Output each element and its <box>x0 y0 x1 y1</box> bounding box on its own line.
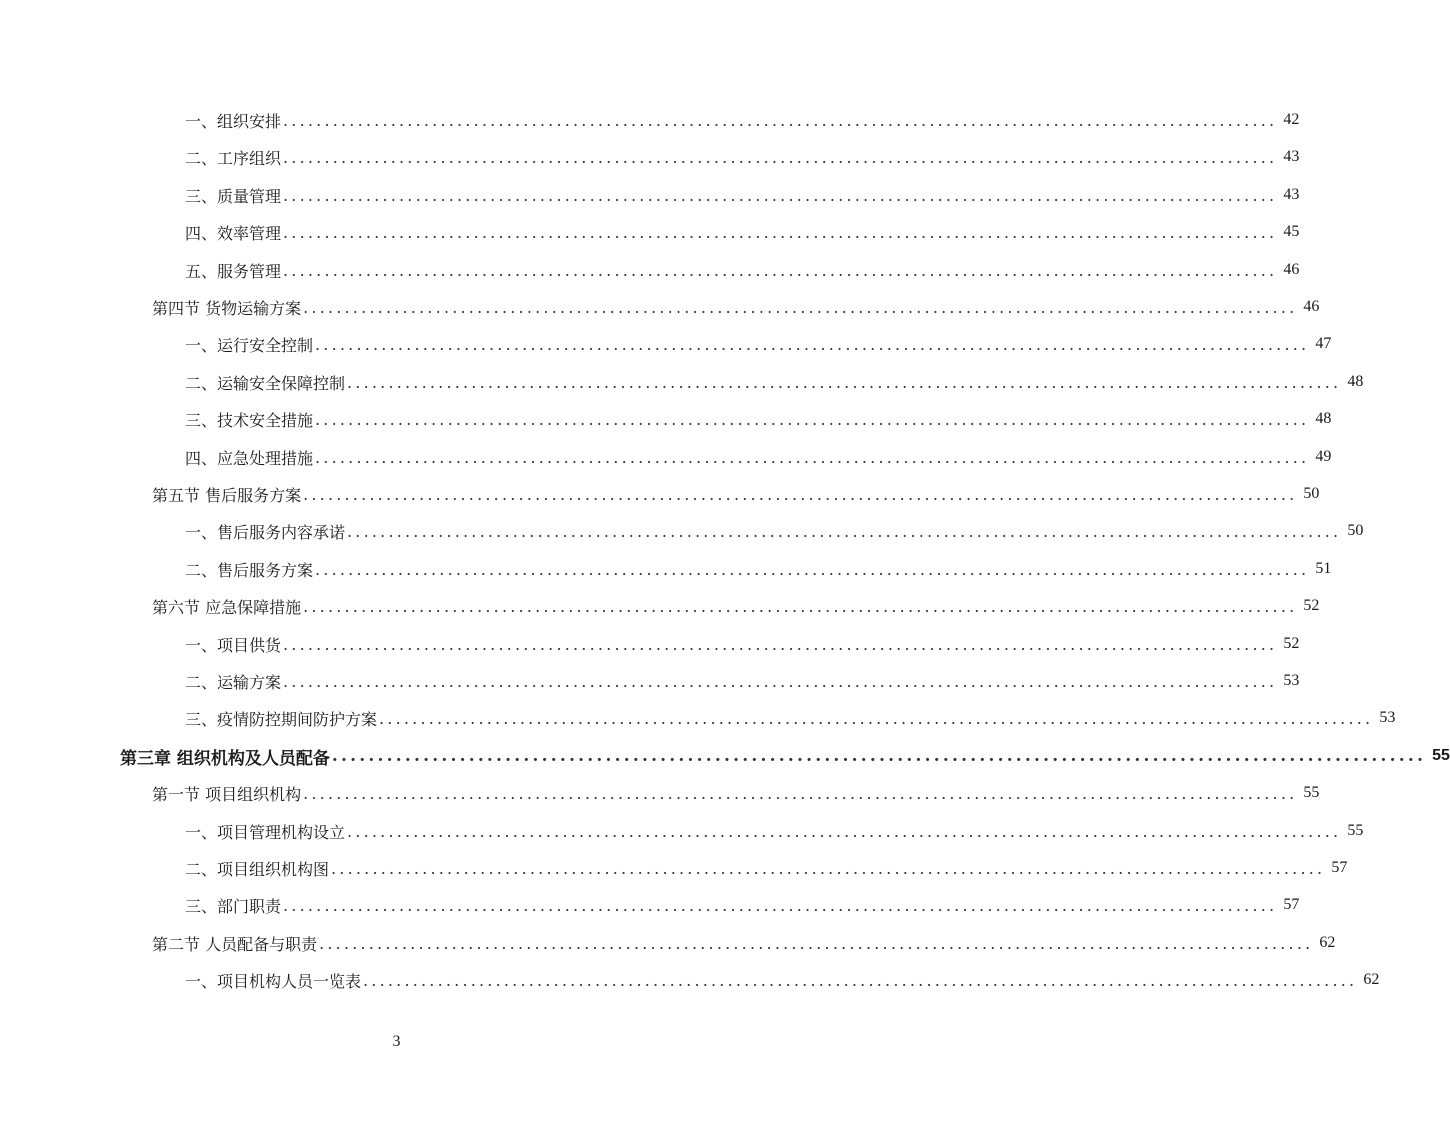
toc-leader-dots: ........................................................................................................................ <box>379 708 1374 728</box>
toc-entry-page: 55 <box>1432 747 1450 764</box>
toc-leader-dots: ........................................................................................................................ <box>347 372 1342 392</box>
toc-leader-dots: ........................................................................................................................ <box>315 334 1310 354</box>
toc-leader-dots: ........................................................................................................................ <box>303 783 1298 803</box>
toc-entry[interactable] <box>185 405 1332 433</box>
page-number: 3 <box>392 1033 401 1050</box>
toc-entry-page: 48 <box>1315 410 1332 427</box>
toc-leader-dots: ........................................................................................................................ <box>319 933 1314 953</box>
toc-leader-dots: ........................................................................................................................ <box>303 484 1298 504</box>
toc-entry-title: 一、售后服务内容承诺 <box>185 522 346 542</box>
toc-entry-title: 三、技术安全措施 <box>185 410 314 430</box>
toc-entry-page: 55 <box>1347 822 1364 839</box>
toc-entry-title: 三、疫情防控期间防护方案 <box>185 709 378 729</box>
toc-entry-page: 52 <box>1283 635 1300 652</box>
toc-entry[interactable] <box>152 779 1320 807</box>
toc-entry-page: 55 <box>1303 784 1320 801</box>
toc-entry-page: 50 <box>1347 522 1364 539</box>
toc-entry-title: 三、部门职责 <box>185 896 282 916</box>
toc-entry-title: 二、项目组织机构图 <box>185 859 330 879</box>
toc-entry[interactable] <box>185 368 1364 396</box>
toc-leader-dots: ........................................................................................................................ <box>283 147 1278 167</box>
toc-entry-page: 46 <box>1303 298 1320 315</box>
toc-leader-dots: ........................................................................................................................ <box>303 297 1298 317</box>
toc-leader-dots: ........................................................................................................................ <box>315 409 1310 429</box>
toc-entry-page: 46 <box>1283 261 1300 278</box>
toc-entry-page: 47 <box>1315 335 1332 352</box>
toc-entry[interactable] <box>185 443 1332 471</box>
toc-entry-page: 62 <box>1363 971 1380 988</box>
toc-entry-page: 53 <box>1379 709 1396 726</box>
toc-entry[interactable] <box>152 929 1336 957</box>
toc-entry-page: 57 <box>1283 896 1300 913</box>
toc-entry[interactable] <box>185 330 1332 358</box>
toc-entry-page: 53 <box>1283 672 1300 689</box>
toc-entry[interactable] <box>185 143 1300 171</box>
toc-entry-title: 二、工序组织 <box>185 148 282 168</box>
toc-leader-dots: ........................................................................................................................ <box>347 521 1342 541</box>
toc-leader-dots: ........................................................................................................................ <box>283 185 1278 205</box>
toc-entry-title: 一、运行安全控制 <box>185 335 314 355</box>
toc-entry[interactable] <box>185 966 1380 994</box>
toc-entry-title: 二、运输安全保障控制 <box>185 373 346 393</box>
toc-leader-dots: ........................................................................................................................ <box>283 895 1278 915</box>
toc-entry-title: 五、服务管理 <box>185 261 282 281</box>
toc-entry-page: 50 <box>1303 485 1320 502</box>
toc-entry[interactable] <box>185 667 1300 695</box>
toc-leader-dots: ........................................................................................................................ <box>347 821 1342 841</box>
toc-entry[interactable] <box>185 555 1332 583</box>
toc-entry-page: 62 <box>1319 934 1336 951</box>
toc-leader-dots: ........................................................................................................................ <box>363 970 1358 990</box>
toc-entry[interactable] <box>185 517 1364 545</box>
toc-entry-page: 43 <box>1283 148 1300 165</box>
toc-entry-title: 一、项目管理机构设立 <box>185 822 346 842</box>
toc-entry-page: 49 <box>1315 448 1332 465</box>
toc-entry-title: 第三章 组织机构及人员配备 <box>120 748 330 769</box>
toc-leader-dots: ........................................................................................................................ <box>331 746 1427 766</box>
toc-entry-title: 第五节 售后服务方案 <box>152 485 302 505</box>
toc-leader-dots: ........................................................................................................................ <box>283 671 1278 691</box>
toc-entry[interactable] <box>185 630 1300 658</box>
toc-entry-title: 二、售后服务方案 <box>185 560 314 580</box>
toc-leader-dots: ........................................................................................................................ <box>303 596 1298 616</box>
toc-leader-dots: ........................................................................................................................ <box>283 634 1278 654</box>
toc-entry[interactable] <box>185 817 1364 845</box>
toc-entry[interactable] <box>185 704 1396 732</box>
toc-entry[interactable] <box>152 592 1320 620</box>
toc-entry[interactable] <box>185 106 1300 134</box>
toc-entry-page: 42 <box>1283 111 1300 128</box>
toc-entry-title: 第六节 应急保障措施 <box>152 597 302 617</box>
toc-entry-page: 48 <box>1347 373 1364 390</box>
toc-entry-title: 三、质量管理 <box>185 186 282 206</box>
toc-entry-title: 四、效率管理 <box>185 223 282 243</box>
toc-leader-dots: ........................................................................................................................ <box>283 260 1278 280</box>
toc-entry-title: 一、项目机构人员一览表 <box>185 971 362 991</box>
toc-entry-title: 第二节 人员配备与职责 <box>152 934 318 954</box>
toc-entry[interactable] <box>152 480 1320 508</box>
toc-entry-page: 43 <box>1283 186 1300 203</box>
toc-entry[interactable] <box>185 256 1300 284</box>
toc-entry[interactable] <box>152 293 1320 321</box>
toc-leader-dots: ........................................................................................................................ <box>283 222 1278 242</box>
toc-entry-title: 四、应急处理措施 <box>185 448 314 468</box>
toc-entry-title: 二、运输方案 <box>185 672 282 692</box>
toc-entry[interactable] <box>185 891 1300 919</box>
toc-entry-title: 一、项目供货 <box>185 635 282 655</box>
toc-leader-dots: ........................................................................................................................ <box>315 447 1310 467</box>
toc-entry-page: 57 <box>1331 859 1348 876</box>
toc-leader-dots: ........................................................................................................................ <box>315 559 1310 579</box>
toc-leader-dots: ........................................................................................................................ <box>331 858 1326 878</box>
toc-entry[interactable] <box>185 218 1300 246</box>
toc-entry[interactable] <box>185 181 1300 209</box>
toc-entry-page: 45 <box>1283 223 1300 240</box>
toc-entry-title: 一、组织安排 <box>185 111 282 131</box>
toc-entry-page: 51 <box>1315 560 1332 577</box>
toc-entry-title: 第四节 货物运输方案 <box>152 298 302 318</box>
toc-entry[interactable] <box>120 742 1450 770</box>
toc-entry-page: 52 <box>1303 597 1320 614</box>
toc-leader-dots: ........................................................................................................................ <box>283 110 1278 130</box>
toc-entry[interactable] <box>185 854 1348 882</box>
toc-entry-title: 第一节 项目组织机构 <box>152 784 302 804</box>
